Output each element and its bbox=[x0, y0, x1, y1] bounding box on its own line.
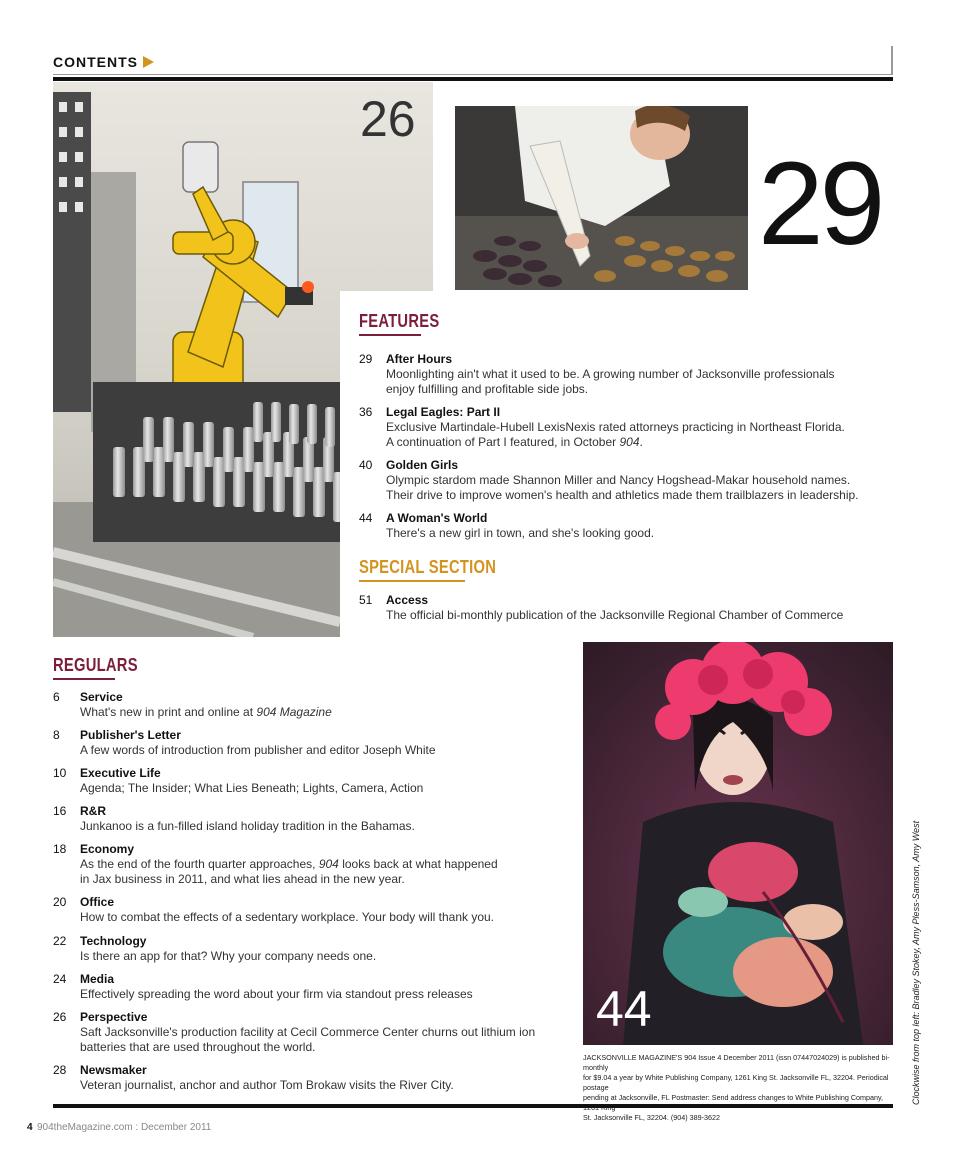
entry-title: A Woman's World bbox=[386, 511, 488, 525]
entry-description bbox=[80, 910, 580, 925]
desc-line: There's a new girl in town, and she's looking good. bbox=[386, 526, 655, 540]
desc-line: How to combat the effects of a sedentary workplace. Your body will thank you. bbox=[80, 910, 495, 924]
desc-line: The official bi-monthly publication of the Jacksonville Regional Chamber of Commerce bbox=[386, 608, 844, 622]
arrow-right-icon bbox=[143, 56, 154, 68]
desc-line: Veteran journalist, anchor and author Tom Brokaw visits the River City. bbox=[80, 1078, 454, 1092]
page-number: 26 bbox=[53, 1010, 67, 1024]
entry-description bbox=[80, 781, 580, 796]
entry-title: Publisher's Letter bbox=[80, 728, 181, 742]
entry-title: Service bbox=[80, 690, 123, 704]
entry-description bbox=[80, 987, 580, 1002]
page-number: 18 bbox=[53, 842, 67, 856]
entry-title: Newsmaker bbox=[80, 1063, 147, 1077]
page-number: 28 bbox=[53, 1063, 67, 1077]
photo-page-number: 26 bbox=[360, 91, 416, 147]
page-number: 22 bbox=[53, 934, 67, 948]
desc-text: A continuation of Part I featured, in October bbox=[386, 435, 620, 449]
entry-title: Technology bbox=[80, 934, 147, 948]
magazine-name: 904 bbox=[318, 857, 339, 871]
desc-line: in Jax business in 2011, and what lies ahead in the new year. bbox=[80, 872, 405, 886]
regulars-heading: REGULARS bbox=[53, 655, 138, 675]
entry-description bbox=[386, 473, 886, 503]
photo-page-number: 29 bbox=[758, 138, 882, 270]
page-number: 51 bbox=[359, 593, 373, 607]
page-number: 16 bbox=[53, 804, 67, 818]
entry-description bbox=[80, 743, 580, 758]
desc-line: Is there an app for that? Why your company needs one. bbox=[80, 949, 377, 963]
masthead-line: pending at Jacksonville, FL Postmaster: Send address changes to White Publishing Company, bbox=[583, 1093, 884, 1102]
masthead-line: St. Jacksonville FL, 32204. (904) 389-3622 bbox=[583, 1113, 721, 1122]
desc-line bbox=[80, 705, 580, 720]
page-number: 29 bbox=[359, 352, 373, 366]
masthead-line: for $9.04 a year by White Publishing Company, 1261 King St. Jacksonville FL, 32204. Periodical postage bbox=[583, 1073, 889, 1092]
entry-title: After Hours bbox=[386, 352, 453, 366]
desc-line: A few words of introduction from publisher and editor Joseph White bbox=[80, 743, 436, 757]
header-rule bbox=[53, 77, 893, 81]
desc-text: As the end of the fourth quarter approaches, bbox=[80, 857, 319, 871]
entry-title: Media bbox=[80, 972, 115, 986]
entry-description bbox=[386, 420, 886, 450]
pastry-chef-photo bbox=[455, 106, 748, 290]
entry-description bbox=[386, 526, 886, 541]
entry-title: Golden Girls bbox=[386, 458, 459, 472]
desc-line: Effectively spreading the word about your firm via standout press releases bbox=[80, 987, 473, 1001]
pastry-illustration bbox=[455, 106, 748, 290]
entry-title: Office bbox=[80, 895, 115, 909]
entry-description bbox=[80, 949, 580, 964]
footer-rule bbox=[53, 1104, 893, 1108]
entry-description bbox=[80, 857, 580, 887]
desc-text: What's new in print and online at bbox=[80, 705, 257, 719]
entry-title: Perspective bbox=[80, 1010, 148, 1024]
section-rule bbox=[359, 580, 465, 582]
entry-title: Access bbox=[386, 593, 429, 607]
magazine-name: 904 bbox=[619, 435, 640, 449]
desc-line bbox=[386, 435, 886, 450]
entry-description bbox=[386, 367, 886, 397]
desc-text: . bbox=[639, 435, 643, 449]
desc-line: Agenda; The Insider; What Lies Beneath; Lights, Camera, Action bbox=[80, 781, 424, 795]
desc-line bbox=[80, 857, 580, 872]
footer-page-number: 4 bbox=[27, 1122, 33, 1133]
desc-line: Junkanoo is a fun-filled island holiday tradition in the Bahamas. bbox=[80, 819, 415, 833]
entry-title: Economy bbox=[80, 842, 135, 856]
photo-page-number: 44 bbox=[596, 981, 652, 1037]
footer-publication-info: 904theMagazine.com : December 2011 bbox=[37, 1122, 212, 1133]
entry-description bbox=[80, 1025, 580, 1055]
desc-line: Saft Jacksonville's production facility at Cecil Commerce Center churns out lithium ion bbox=[80, 1025, 536, 1039]
header-rule-thin bbox=[53, 74, 893, 75]
special-section-heading: SPECIAL SECTION bbox=[359, 557, 497, 577]
page-number: 6 bbox=[53, 690, 60, 704]
page-number: 10 bbox=[53, 766, 67, 780]
section-rule bbox=[359, 334, 421, 336]
section-rule bbox=[53, 678, 115, 680]
page-number: 40 bbox=[359, 458, 373, 472]
contents-label: CONTENTS bbox=[53, 54, 138, 70]
photo-credit: Clockwise from top left: Bradley Stokey, Amy Pless-Samson, Amy West bbox=[911, 820, 921, 1105]
entry-description bbox=[80, 1078, 580, 1093]
page-number: 24 bbox=[53, 972, 67, 986]
entry-description bbox=[80, 819, 580, 834]
desc-line: Olympic stardom made Shannon Miller and Nancy Hogshead-Makar household names. bbox=[386, 473, 851, 487]
desc-line: Exclusive Martindale-Hubell LexisNexis rated attorneys practicing in Northeast Florida. bbox=[386, 420, 845, 434]
page-number: 20 bbox=[53, 895, 67, 909]
entry-description bbox=[80, 705, 580, 720]
desc-line: Moonlighting ain't what it used to be. A growing number of Jacksonville professionals bbox=[386, 367, 835, 381]
desc-line: batteries that are used throughout the world. bbox=[80, 1040, 316, 1054]
desc-line: enjoy fulfilling and profitable side jobs. bbox=[386, 382, 589, 396]
desc-text: looks back at what happened bbox=[338, 857, 498, 871]
masthead-text bbox=[583, 1053, 895, 1123]
page-number: 36 bbox=[359, 405, 373, 419]
features-heading: FEATURES bbox=[359, 311, 440, 331]
desc-line: Their drive to improve women's health and athletics made them trailblazers in leadership. bbox=[386, 488, 859, 502]
page-number: 44 bbox=[359, 511, 373, 525]
entry-description bbox=[386, 608, 886, 623]
masthead-line: JACKSONVILLE MAGAZINE'S 904 Issue 4 December 2011 (issn 07447024029) is published bi-monthly bbox=[583, 1053, 890, 1072]
entry-title: R&R bbox=[80, 804, 106, 818]
header-divider-tick bbox=[891, 46, 893, 74]
magazine-name: 904 Magazine bbox=[256, 705, 332, 719]
entry-title: Legal Eagles: Part II bbox=[386, 405, 501, 419]
page-number: 8 bbox=[53, 728, 60, 742]
entry-title: Executive Life bbox=[80, 766, 161, 780]
